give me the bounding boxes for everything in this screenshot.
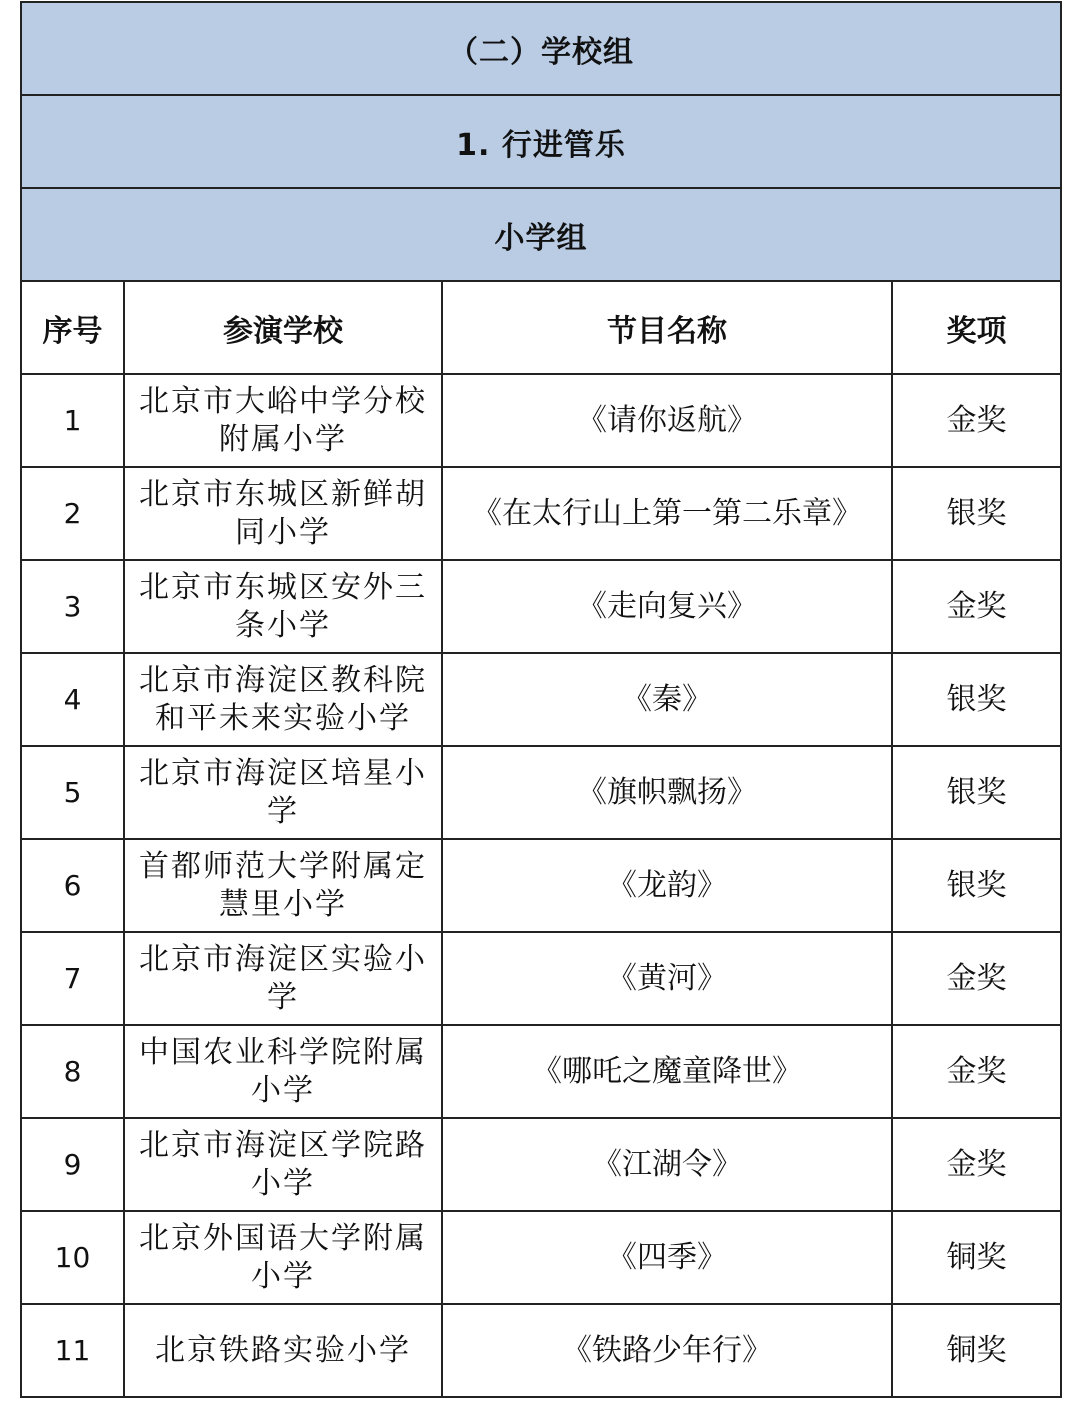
- table-row: [21, 1304, 1061, 1397]
- row-school: 北京市海淀区学院路小学: [124, 1118, 442, 1211]
- row-award: 铜奖: [892, 1304, 1061, 1397]
- row-award: 银奖: [892, 653, 1061, 746]
- table-row: [21, 1025, 1061, 1118]
- row-program: 《秦》: [442, 653, 892, 746]
- table-header-row: [21, 281, 1061, 374]
- row-number: 7: [21, 932, 124, 1025]
- row-number: 4: [21, 653, 124, 746]
- group-title: 小学组: [21, 188, 1061, 281]
- row-school: 北京市大峪中学分校附属小学: [124, 374, 442, 467]
- awards-table: [20, 1, 1062, 1398]
- table-row: [21, 560, 1061, 653]
- row-award: 金奖: [892, 932, 1061, 1025]
- table-row: [21, 1211, 1061, 1304]
- section-title: （二）学校组: [21, 2, 1061, 95]
- row-program: 《请你返航》: [442, 374, 892, 467]
- row-award: 金奖: [892, 374, 1061, 467]
- row-number: 8: [21, 1025, 124, 1118]
- row-award: 金奖: [892, 1118, 1061, 1211]
- row-program: 《走向复兴》: [442, 560, 892, 653]
- row-number: 9: [21, 1118, 124, 1211]
- row-award: 银奖: [892, 746, 1061, 839]
- row-school: 北京外国语大学附属小学: [124, 1211, 442, 1304]
- row-school: 北京市海淀区教科院和平未来实验小学: [124, 653, 442, 746]
- row-program: 《旗帜飘扬》: [442, 746, 892, 839]
- row-award: 金奖: [892, 1025, 1061, 1118]
- row-number: 3: [21, 560, 124, 653]
- table-row: [21, 746, 1061, 839]
- row-school: 首都师范大学附属定慧里小学: [124, 839, 442, 932]
- column-header-award: 奖项: [892, 281, 1061, 374]
- row-award: 银奖: [892, 839, 1061, 932]
- row-award: 金奖: [892, 560, 1061, 653]
- table-row: [21, 653, 1061, 746]
- row-number: 10: [21, 1211, 124, 1304]
- row-program: 《哪吒之魔童降世》: [442, 1025, 892, 1118]
- column-header-school: 参演学校: [124, 281, 442, 374]
- table-row: [21, 839, 1061, 932]
- row-program: 《铁路少年行》: [442, 1304, 892, 1397]
- row-program: 《江湖令》: [442, 1118, 892, 1211]
- column-header-program: 节目名称: [442, 281, 892, 374]
- category-title: 1. 行进管乐: [21, 95, 1061, 188]
- row-program: 《龙韵》: [442, 839, 892, 932]
- table-row: [21, 932, 1061, 1025]
- row-number: 6: [21, 839, 124, 932]
- table-row: [21, 1118, 1061, 1211]
- row-program: 《黄河》: [442, 932, 892, 1025]
- table-row: [21, 467, 1061, 560]
- row-school: 中国农业科学院附属小学: [124, 1025, 442, 1118]
- row-award: 银奖: [892, 467, 1061, 560]
- table-row: [21, 374, 1061, 467]
- row-school: 北京铁路实验小学: [124, 1304, 442, 1397]
- row-school: 北京市海淀区实验小学: [124, 932, 442, 1025]
- row-school: 北京市东城区安外三条小学: [124, 560, 442, 653]
- row-school: 北京市东城区新鲜胡同小学: [124, 467, 442, 560]
- column-header-number: 序号: [21, 281, 124, 374]
- row-number: 5: [21, 746, 124, 839]
- row-school: 北京市海淀区培星小学: [124, 746, 442, 839]
- row-program: 《在太行山上第一第二乐章》: [442, 467, 892, 560]
- row-award: 铜奖: [892, 1211, 1061, 1304]
- row-number: 11: [21, 1304, 124, 1397]
- row-number: 1: [21, 374, 124, 467]
- row-number: 2: [21, 467, 124, 560]
- row-program: 《四季》: [442, 1211, 892, 1304]
